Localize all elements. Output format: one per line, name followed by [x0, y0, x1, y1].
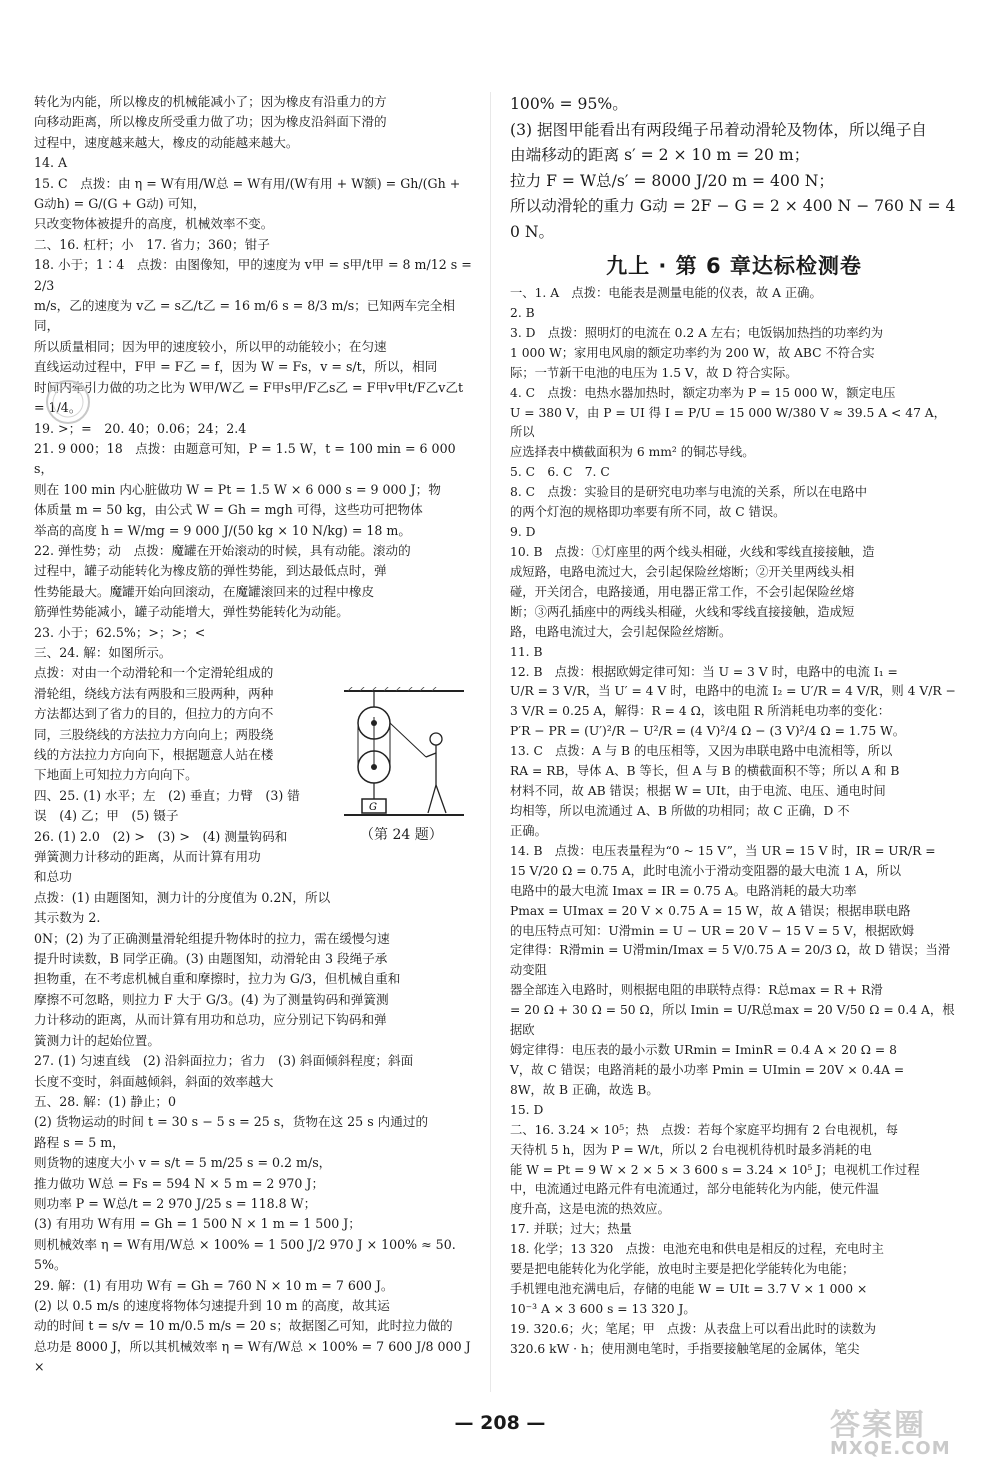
text-line: 动的时间 t = s/v = 10 m/0.5 m/s = 20 s；故据图乙可知，此时拉力做的: [34, 1318, 453, 1334]
text-line: 路，电路电流过大，会引起保险丝熔断。: [510, 624, 732, 639]
text-line: 转化为内能，所以橡皮的机械能减小了；因为橡皮有沿重力的方: [34, 94, 387, 109]
text-line: 担物重，在不考虑机械自重和摩擦时，拉力为 G/3，但机械自重和: [34, 971, 401, 987]
text-line: 10⁻³ A × 3 600 s = 13 320 J。: [510, 1302, 696, 1317]
text-line: 均相等，所以电流通过 A、B 所做的功相同；故 C 正确，D 不: [510, 803, 850, 818]
text-line: 要是把电能转化为化学能，放电时主要是把化学能转化为电能；: [510, 1262, 855, 1277]
text-line: 筋弹性势能减小，罐子动能增大，弹性势能转化为动能。: [34, 604, 349, 620]
text-line: 14. A: [34, 155, 68, 171]
text-line: 由端移动的距离 s′ = 2 × 10 m = 20 m；: [510, 146, 810, 165]
text-line: 碰，开关闭合，电路接通，用电器正常工作，不会引起保险丝熔: [510, 584, 855, 599]
page-number: — 208 —: [454, 1412, 546, 1434]
text-line: 14. B 点拨：电压表量程为“0 ~ 15 V”，当 UR = 15 V 时，IR = UR/R =: [510, 843, 936, 858]
text-line: 同，三股绕线的方法拉力方向向上；两股绕: [34, 726, 274, 742]
text-line: 方法都达到了省力的目的，但拉力的方向不: [34, 706, 274, 722]
text-line: 5. C 6. C 7. C: [510, 465, 610, 480]
text-line: 电路中的最大电流 Imax = IR = 0.75 A。电路消耗的最大功率: [510, 883, 857, 898]
text-line: 长度不变时，斜面越倾斜，斜面的效率越大: [34, 1073, 274, 1089]
svg-text:G: G: [369, 802, 377, 813]
text-line: 体质量 m = 50 kg，由公式 W = Gh = mgh 可得，这些功可把物体: [34, 502, 423, 518]
watermark: [830, 1400, 1000, 1471]
text-line: 拉力 F = W总/s′ = 8000 J/20 m = 400 N；: [510, 171, 835, 190]
text-line: 320.6 kW · h；使用测电笔时，手指要接触笔尾的金属体，笔尖: [510, 1341, 860, 1356]
text-line: U = 380 V，由 P = UI 得 I = P/U = 15 000 W/380 V ≈ 39.5 A < 47 A，所以: [510, 405, 946, 440]
text-line: 27. (1) 匀速直线 (2) 沿斜面拉力；省力 (3) 斜面倾斜程度；斜面: [34, 1053, 414, 1069]
pulley-figure: [340, 687, 468, 847]
text-line: 9. D: [510, 525, 536, 540]
text-line: 向移动距离，所以橡皮所受重力做了功；因为橡皮沿斜面下滑的: [34, 114, 387, 130]
text-line: 10. B 点拨：①灯座里的两个线头相碰，火线和零线直接接触，造: [510, 544, 875, 559]
text-line: 举高的高度 h = W/mg = 9 000 J/(50 kg × 10 N/kg) = 18 m。: [34, 522, 411, 538]
text-line: (3) 据图甲能看出有两段绳子吊着动滑轮及物体，所以绳子自: [510, 120, 927, 139]
text-line: 则功率 P = W总/t = 2 970 J/25 s = 118.8 W；: [34, 1195, 317, 1211]
text-line: 器全部连入电路时，则根据电阻的串联特点得：R总max = R + R滑: [510, 983, 883, 998]
text-line: P′R − PR = (U′)²/R − U²/R = (4 V)²/4 Ω − (3 V)²/4 Ω = 1.75 W。: [510, 724, 906, 739]
text-line: U/R = 3 V/R，当 U′ = 4 V 时，电路中的电流 I₂ = U′/R = 4 V/R，则 4 V/R −: [510, 684, 956, 699]
text-line: 四、25. (1) 水平；左 (2) 垂直；力臂 (3) 错: [34, 787, 300, 803]
text-line: 性势能最大。魔罐开始向回滚动，在魔罐滚回来的过程中橡皮: [34, 583, 375, 599]
text-line: 4. C 点拨：电热水器加热时，额定功率为 P = 15 000 W，额定电压: [510, 385, 896, 400]
text-line: 3. D 点拨：照明灯的电流在 0.2 A 左右；电饭锅加热挡的功率约为: [510, 325, 884, 340]
text-line: 和总功: [34, 869, 72, 885]
text-line: 定律得：R滑min = U滑min/Imax = 5 V/0.75 A = 20/3 Ω，故 D 错误；当滑动变阻: [510, 943, 951, 978]
text-line: 际；一节新干电池的电压为 1.5 V，故 D 符合实际。: [510, 365, 798, 380]
text-line: 15 V/20 Ω = 0.75 A，此时电流小于滑动变阻器的最大电流 1 A，所以: [510, 863, 902, 878]
text-line: 路程 s = 5 m，: [34, 1134, 125, 1150]
text-line: 姆定律得：电压表的最小示数 URmin = IminR = 0.4 A × 20 Ω = 8: [510, 1043, 897, 1058]
text-line: 手机锂电池充满电后，存储的电能 W = UIt = 3.7 V × 1 000 ×: [510, 1282, 868, 1297]
text-line: = 20 Ω + 30 Ω = 50 Ω，所以 Imin = U/R总max = 20 V/50 Ω = 0.4 A，根据欧: [510, 1003, 955, 1038]
text-line: 应选择表中横截面积为 6 mm² 的铜芯导线。: [510, 445, 755, 460]
section-title: 九上 · 第 6 章达标检测卷: [606, 254, 862, 278]
text-line: 的电压特点可知：U滑min = U − UR = 20 V − 15 V = 5 V，根据欧姆: [510, 923, 915, 938]
text-line: V，故 C 错误；电路消耗的最小功率 Pmin = UImin = 20V × 0.4A =: [510, 1062, 905, 1077]
text-line: 成短路，电路电流过大，会引起保险丝熔断；②开关里两线头相: [510, 564, 855, 579]
text-line: 19. >；= 20. 40；0.06；24；2.4: [34, 420, 247, 436]
text-line: 断；③两孔插座中的两线头相碰，火线和零线直接接触，造成短: [510, 604, 855, 619]
text-line: 二、16. 3.24 × 10⁵；热 点拨：若每个家庭平均拥有 2 台电视机，每: [510, 1122, 899, 1137]
text-line: 中，电流通过电路元件有电流通过，部分电能转化为内能，使元件温: [510, 1182, 879, 1197]
text-line: 正确。: [510, 823, 547, 838]
text-line: 则机械效率 η = W有用/W总 × 100% = 1 500 J/2 970 J × 100% ≈ 50.5%。: [34, 1236, 456, 1273]
text-line: 点拨：对由一个动滑轮和一个定滑轮组成的: [34, 665, 274, 681]
text-line: 点拨：(1) 由题图知，测力计的分度值为 0.2N，所以其示数为 2.: [34, 889, 331, 926]
text-line: 只改变物体被提升的高度，机械效率不变。: [34, 216, 274, 232]
text-line: 三、24. 解：如图所示。: [34, 644, 172, 660]
text-line: 的两个灯泡的规格即功率要有所不同，故 C 错误。: [510, 505, 786, 520]
text-line: 滑轮组，绕线方法有两股和三股两种，两种: [34, 685, 274, 701]
right-column: [510, 284, 958, 1360]
text-line: 总功是 8000 J，所以其机械效率 η = W有/W总 × 100% = 7 600 J/8 000 J ×: [34, 1338, 475, 1375]
text-line: Pmax = UImax = 20 V × 0.75 A = 15 W，故 A 错误；根据串联电路: [510, 903, 911, 918]
text-line: 摩擦不可忽略，则拉力 F 大于 G/3。(4) 为了测量钩码和弹簧测: [34, 991, 389, 1007]
text-line: RA = RB，导体 A、B 等长，但 A 与 B 的横截面积不等；所以 A 和 B: [510, 764, 900, 779]
text-line: 则在 100 min 内心脏做功 W = Pt = 1.5 W × 6 000 s = 9 000 J；物: [34, 481, 441, 497]
text-line: 力计移动的距离，从而计算有用功和总功，应分别记下钩码和弹: [34, 1012, 387, 1028]
text-line: 所以质量相同；因为甲的速度较小，所以甲的动能较小；在匀速: [34, 338, 387, 354]
text-line: 15. C 点拨：由 η = W有用/W总 = W有用/(W有用 + W额) = Gh/(Gh + G动h) = G/(G + G动) 可知，: [34, 175, 465, 212]
text-line: 8. C 点拨：实验目的是研究电功率与电流的关系，所以在电路中: [510, 485, 868, 500]
pull-rope: [390, 723, 426, 757]
text-line: 100% = 95%。: [510, 95, 628, 113]
text-line: 簧测力计的起始位置。: [34, 1032, 160, 1048]
text-line: 过程中，速度越来越大，橡皮的动能越来越大。: [34, 134, 299, 150]
text-line: 度升高，这是电流的热效应。: [510, 1202, 670, 1217]
text-line: 时间内牵引力做的功之比为 W甲/W乙 = F甲s甲/F乙s乙 = F甲v甲t/F乙v乙t = 1/4。: [34, 379, 468, 416]
text-line: 一、1. A 点拨：电能表是测量电能的仪表，故 A 正确。: [510, 286, 822, 300]
text-line: 过程中，罐子动能转化为橡皮筋的弹性势能，到达最低点时，弹: [34, 563, 387, 579]
watermark-logo: 答案圈: [830, 1408, 926, 1443]
text-line: 直线运动过程中，F甲 = F乙 = f，因为 W = Fs，v = s/t，所以，相同: [34, 359, 438, 375]
stamp-mark: [44, 378, 92, 426]
text-line: 13. C 点拨：A 与 B 的电压相等，又因为串联电路中电流相等，所以: [510, 744, 893, 759]
right-column-top: [510, 92, 958, 246]
text-line: 15. D: [510, 1102, 544, 1117]
text-line: 2. B: [510, 305, 535, 320]
figure-caption: （第 24 题）: [360, 827, 443, 843]
text-line: 19. 320.6；火；笔尾；甲 点拨：从表盘上可以看出此时的读数为: [510, 1321, 877, 1336]
text-line: 二、16. 杠杆；小 17. 省力；360；钳子: [34, 236, 270, 252]
text-line: 误 (4) 乙；甲 (5) 镊子: [34, 808, 179, 824]
text-line: 材料不同，故 AB 错误；根据 W = UIt，由于电流、电压、通电时间: [510, 784, 886, 799]
text-line: 线的方法拉力方向向下，根据题意人站在楼: [34, 747, 274, 762]
text-line: (3) 有用功 W有用 = Gh = 1 500 N × 1 m = 1 500 J；: [34, 1216, 361, 1232]
text-line: 推力做功 W总 = Fs = 594 N × 5 m = 2 970 J；: [34, 1175, 325, 1191]
text-line: 22. 弹性势；动 点拨：魔罐在开始滚动的时候，具有动能。滚动的: [34, 542, 411, 558]
text-line: m/s，乙的速度为 v乙 = s乙/t乙 = 16 m/6 s = 8/3 m/s；已知两车完全相同，: [34, 298, 455, 334]
text-line: 18. 小于；1∶4 点拨：由图像知，甲的速度为 v甲 = s甲/t甲 = 8 m/12 s = 2/3: [34, 257, 476, 293]
text-line: 23. 小于；62.5%；>；>；<: [34, 624, 206, 640]
text-line: 五、28. 解：(1) 静止；0: [34, 1093, 177, 1109]
text-line: 弹簧测力计移动的距离，从而计算有用功: [34, 849, 261, 865]
text-line: 26. (1) 2.0 (2) > (3) > (4) 测量钩码和: [34, 828, 288, 844]
text-line: 则货物的速度大小 v = s/t = 5 m/25 s = 0.2 m/s，: [34, 1155, 332, 1171]
text-line: 8W，故 B 正确，故选 B。: [510, 1082, 659, 1097]
text-line: 21. 9 000；18 点拨：由题意可知，P = 1.5 W，t = 100 min = 6 000 s，: [34, 440, 460, 477]
watermark-url: MXQE.COM: [830, 1438, 951, 1459]
text-line: 提升时读数，B 同学正确。(3) 由题图知，动滑轮由 3 段绳子承: [34, 951, 388, 967]
person-figure: [426, 733, 446, 813]
text-line: 下地面上可知拉力方向向下。: [34, 767, 198, 783]
text-line: 天待机 5 h，因为 P = W/t，所以 2 台电视机待机时最多消耗的电: [510, 1142, 872, 1157]
text-line: 0N；(2) 为了正确测量滑轮组提升物体时的拉力，需在缓慢匀速: [34, 930, 390, 946]
text-line: 1 000 W；家用电风扇的额定功率约为 200 W，故 ABC 不符合实: [510, 345, 875, 360]
text-line: (2) 以 0.5 m/s 的速度将物体匀速提升到 10 m 的高度，故其运: [34, 1297, 390, 1313]
text-line: 3 V/R = 0.25 A，解得：R = 4 Ω，该电阻 R 所消耗电功率的变化：: [510, 704, 891, 719]
text-line: 11. B: [510, 644, 543, 659]
text-line: (2) 货物运动的时间 t = 30 s − 5 s = 25 s，货物在这 25 s 内通过的: [34, 1114, 429, 1130]
text-line: 所以动滑轮的重力 G动 = 2F − G = 2 × 400 N − 760 N = 40 N。: [510, 197, 956, 241]
text-line: 29. 解：(1) 有用功 W有 = Gh = 760 N × 10 m = 7 600 J。: [34, 1277, 394, 1293]
text-line: 17. 并联；过大；热量: [510, 1222, 632, 1237]
text-line: 18. 化学；13 320 点拨：电池充电和供电是相反的过程，充电时主: [510, 1242, 884, 1257]
text-line: 12. B 点拨：根据欧姆定律可知：当 U = 3 V 时，电路中的电流 I₁ =: [510, 664, 898, 679]
text-line: 能 W = Pt = 9 W × 2 × 5 × 3 600 s = 3.24 × 10⁵ J；电视机工作过程: [510, 1162, 920, 1177]
column-divider: [490, 92, 491, 1392]
